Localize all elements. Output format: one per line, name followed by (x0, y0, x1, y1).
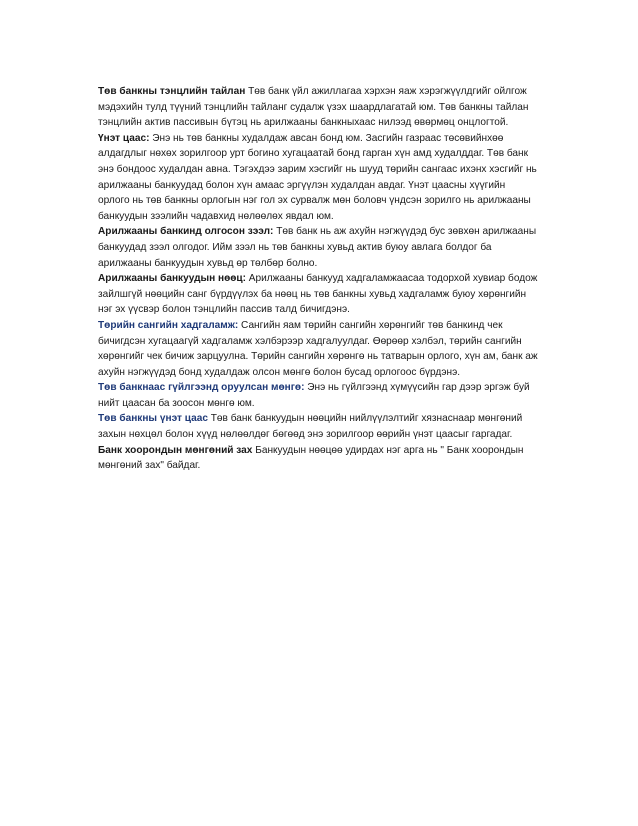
paragraph-reserves (98, 271, 538, 318)
term-heading: Үнэт цаас: (98, 132, 150, 144)
paragraph-currency-issued (98, 380, 538, 411)
paragraph-text: Төв банк нь аж ахуйн нэгжүүдэд бус зөвхөн арилжааны банкуудад зээл олгодог. Ийм зээл нь төв банкны хувьд актив буюу авлага болдог ба арилжааны банкуудын хувьд өр төлбөр болно. (98, 226, 537, 269)
term-heading: Төв банкны үнэт цаас (98, 413, 208, 425)
term-heading: Төрийн сангийн хадгаламж: (98, 319, 239, 331)
paragraph-loans (98, 224, 538, 271)
document-page (98, 84, 538, 474)
paragraph-text: Энэ нь гүйлгээнд хүмүүсийн гар дээр эргэж буй нийт цаасан ба зоосон мөнгө юм. (98, 382, 530, 409)
paragraph-treasury-deposits (98, 318, 538, 380)
term-heading: Төв банкнаас гүйлгээнд оруулсан мөнгө: (98, 382, 305, 394)
paragraph-text: Төв банк үйл ажиллагаа хэрхэн яаж хэрэгжүүлдгийг ойлгож мэдэхийн тулд түүний тэнцлийн тайланг судалж үзэх шаардлагатай юм. Төв банкны тайлан тэнцлийн актив пассивын бүтэц нь арилжааны банкныхаас нилээд өвөрмөц онцлогтой. (98, 86, 529, 129)
term-heading: Банк хоорондын мөнгөний зах (98, 444, 253, 456)
paragraph-text: Энэ нь төв банкны худалдаж авсан бонд юм. Засгийн газраас төсөвийнхөө алдагдлыг нөхөх зорилгоор урт богино хугацаатай бонд гарган хүн амд худалддаг. Төв банк энэ бондоос худалдан авна. Тэгэхдээ зарим хэсгийг нь шууд төрийн сангаас ихэнх хэсгийг нь арилжааны банкуудад болон хүн амаас эргүүлэн худалдан авдаг. Үнэт цаасны хүүгийн орлого нь төв банкны орлогын нэг гол эх сурвалж мөн боловч үндсэн зорилго нь арилжааны банкуудын зээлийн чадавхид нөлөөлөх явдал юм. (98, 132, 537, 222)
paragraph-interbank-market (98, 443, 538, 474)
term-heading: Арилжааны банкуудын нөөц: (98, 273, 246, 285)
term-heading: Төв банкны тэнцлийн тайлан (98, 86, 246, 97)
paragraph-securities (98, 131, 538, 225)
paragraph-central-bank-bills (98, 411, 538, 442)
term-heading: Арилжааны банкинд олгосон зээл: (98, 226, 274, 238)
paragraph-text: Сангийн яам төрийн сангийн хөрөнгийг төв банкинд чек бичигдсэн хугацаагүй хадгаламж хэлбэрээр хадгалуулдаг. Өөрөөр хэлбэл, төрийн сангийн хөрөнгийг чек бичиж зарцуулна. Төрийн сангийн хөрөнгө нь татварын орлого, хүн ам, банк аж ахуйн нэгжүүдэд бонд худалдаж олсон мөнгө болон бусад орлогоос бүрдэнэ. (98, 319, 538, 378)
paragraph-balance-sheet (98, 84, 538, 131)
paragraph-text: Төв банк банкуудын нөөцийн нийлүүлэлтийг хязнаснаар мөнгөний захын нөхцөл болон хүүд нөлөөлдөг бөгөөд энэ зорилгоор өөрийн үнэт цаасыг гаргадаг. (98, 413, 523, 441)
paragraph-text: Банкуудын нөөцөө удирдах нэг арга нь " Банк хоорондын мөнгөний зах" байдаг. (98, 444, 524, 472)
paragraph-text: Арилжааны банкууд хадгаламжаасаа тодорхой хувиар бодож зайлшгүй нөөцийн санг бүрдүүлэх ба нөөц нь төв банкны хувьд хадгаламж буюу хөрөнгийн нэг эх үүсвэр болон тэнцлийн пассив талд бичигдэнэ. (98, 273, 538, 316)
